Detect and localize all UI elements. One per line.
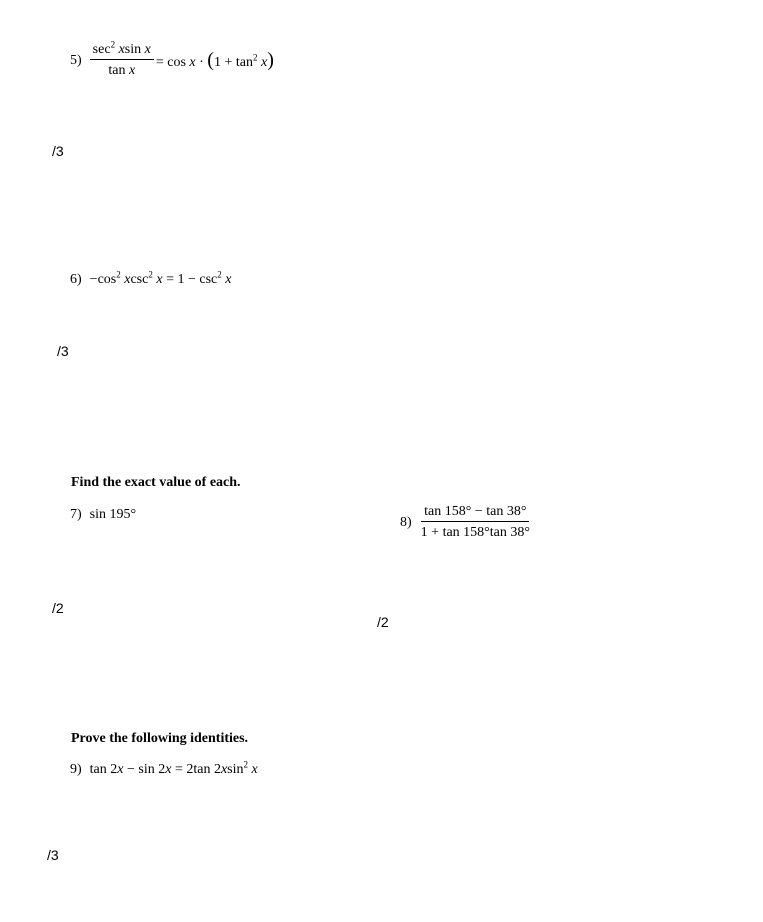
problem-9-expression: tan 2x − sin 2x = 2tan 2xsin$^2$ x [89, 759, 258, 777]
problem-8-denominator: 1 + tan 158°tan 38° [420, 525, 530, 540]
problem-9-score: /3 [47, 847, 59, 863]
problem-6-score: /3 [57, 343, 69, 359]
problem-9-number: 9) [70, 762, 82, 777]
problem-6-expression: $-\cos^2$ xcsc$^2$ $x = 1 - \csc^2 x$ [89, 269, 232, 287]
problem-5-score: /3 [52, 143, 64, 159]
problem-9 [70, 759, 258, 778]
problem-6-number: 6) [70, 272, 82, 287]
section-heading-exact-value: Find the exact value of each. [71, 475, 241, 490]
problem-5-rhs: = $\cos x \cdot (1 + \tan^2 x)$ [155, 49, 274, 71]
problem-5-numerator: $\sec^2 xsin$ x [90, 42, 154, 60]
problem-7-number: 7) [70, 507, 82, 522]
problem-7-expression: sin 195° [89, 507, 137, 522]
problem-8-fraction [418, 504, 533, 541]
problem-5-fraction [90, 39, 154, 79]
problem-6 [70, 269, 232, 288]
problem-8 [400, 504, 533, 541]
problem-8-score: /2 [377, 614, 389, 630]
problem-8-number: 8) [400, 514, 412, 530]
problem-7-score: /2 [52, 600, 64, 616]
problem-5-denominator: tan x [108, 63, 136, 78]
problem-5-number: 5) [70, 52, 82, 68]
section-heading-prove: Prove the following identities. [71, 731, 249, 746]
problem-8-numerator: tan 158° − tan 38° [421, 504, 529, 522]
problem-7 [70, 507, 136, 523]
problem-5 [70, 39, 274, 79]
